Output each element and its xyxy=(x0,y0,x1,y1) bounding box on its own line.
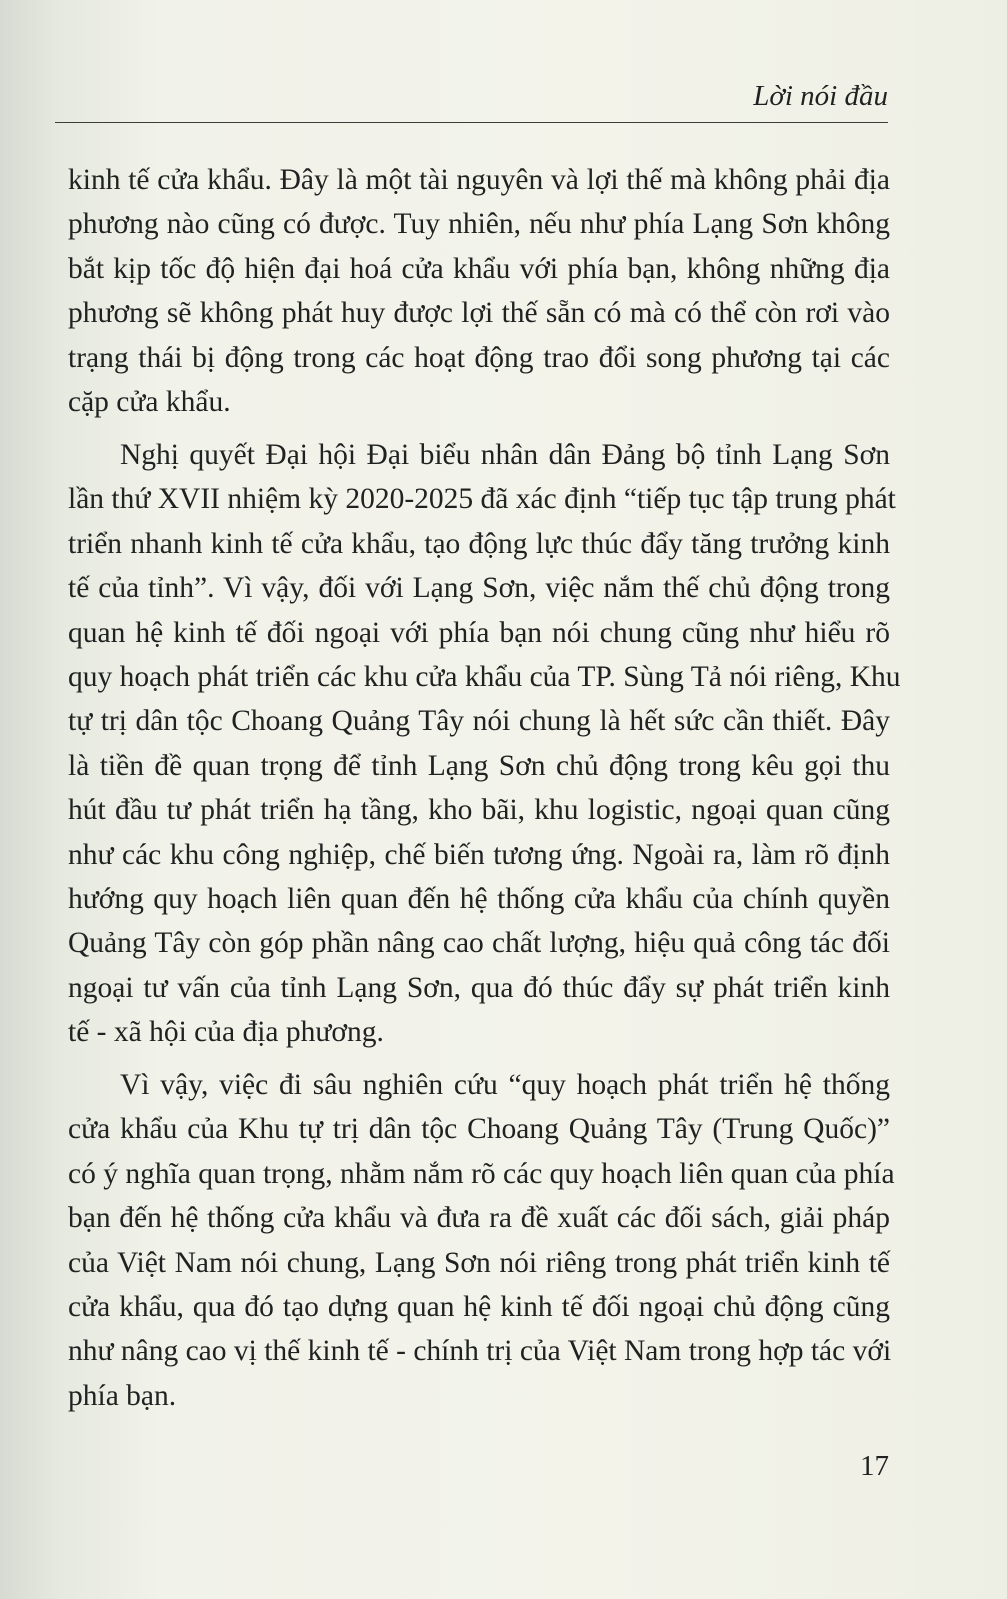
text-line: của Việt Nam nói chung, Lạng Sơn nói riêng trong phát triển kinh tế xyxy=(68,1246,890,1279)
chapter-title: Lời nói đầu xyxy=(753,80,888,112)
text-line: tế của tỉnh”. Vì vậy, đối với Lạng Sơn, việc nắm thế chủ động trong xyxy=(68,572,890,605)
text-line: có ý nghĩa quan trọng, nhằm nắm rõ các quy hoạch liên quan của phía xyxy=(68,1157,895,1190)
text-line: ngoại tư vấn của tỉnh Lạng Sơn, qua đó thúc đẩy sự phát triển kinh xyxy=(68,971,890,1004)
text-line: quy hoạch phát triển các khu cửa khẩu của TP. Sùng Tả nói riêng, Khu xyxy=(68,660,901,693)
text-line: là tiền đề quan trọng để tỉnh Lạng Sơn chủ động trong kêu gọi thu xyxy=(68,749,890,782)
text-line: tế - xã hội của địa phương. xyxy=(68,1016,384,1049)
paragraph-2 xyxy=(68,433,901,1054)
text-line: trạng thái bị động trong các hoạt động trao đổi song phương tại các xyxy=(68,341,890,374)
text-line: phương sẽ không phát huy được lợi thế sẵn có mà có thể còn rơi vào xyxy=(68,297,890,330)
text-line: Nghị quyết Đại hội Đại biểu nhân dân Đảng bộ tỉnh Lạng Sơn xyxy=(120,439,890,471)
text-line: cửa khẩu, qua đó tạo dựng quan hệ kinh tế đối ngoại chủ động cũng xyxy=(68,1290,890,1323)
page-number: 17 xyxy=(860,1450,889,1482)
text-line: phương nào cũng có được. Tuy nhiên, nếu như phía Lạng Sơn không xyxy=(68,208,890,241)
text-line: bắt kịp tốc độ hiện đại hoá cửa khẩu với phía bạn, không những địa xyxy=(68,252,890,285)
text-line: như các khu công nghiệp, chế biến tương ứng. Ngoài ra, làm rõ định xyxy=(68,838,890,871)
text-line: như nâng cao vị thế kinh tế - chính trị của Việt Nam trong hợp tác với xyxy=(68,1335,892,1368)
text-line: quan hệ kinh tế đối ngoại với phía bạn nói chung cũng như hiểu rõ xyxy=(68,616,890,649)
text-line: tự trị dân tộc Choang Quảng Tây nói chung là hết sức cần thiết. Đây xyxy=(68,705,890,738)
text-line: hướng quy hoạch liên quan đến hệ thống cửa khẩu của chính quyền xyxy=(68,882,890,915)
text-line: Vì vậy, việc đi sâu nghiên cứu “quy hoạch phát triển hệ thống xyxy=(120,1069,890,1101)
text-line: triển nhanh kinh tế cửa khẩu, tạo động lực thúc đẩy tăng trưởng kinh xyxy=(68,527,890,560)
text-line: lần thứ XVII nhiệm kỳ 2020-2025 đã xác định “tiếp tục tập trung phát xyxy=(68,483,896,516)
running-header xyxy=(55,72,888,123)
text-line: cửa khẩu của Khu tự trị dân tộc Choang Quảng Tây (Trung Quốc)” xyxy=(68,1113,890,1146)
paragraph-3 xyxy=(68,1063,895,1418)
text-line: kinh tế cửa khẩu. Đây là một tài nguyên và lợi thế mà không phải địa xyxy=(68,164,890,196)
paragraph-1 xyxy=(68,158,890,424)
text-line: cặp cửa khẩu. xyxy=(68,385,231,418)
text-line: phía bạn. xyxy=(68,1379,177,1412)
text-line: Quảng Tây còn góp phần nâng cao chất lượng, hiệu quả công tác đối xyxy=(68,927,890,960)
text-line: hút đầu tư phát triển hạ tầng, kho bãi, khu logistic, ngoại quan cũng xyxy=(68,794,890,827)
text-line: bạn đến hệ thống cửa khẩu và đưa ra đề xuất các đối sách, giải pháp xyxy=(68,1202,890,1235)
